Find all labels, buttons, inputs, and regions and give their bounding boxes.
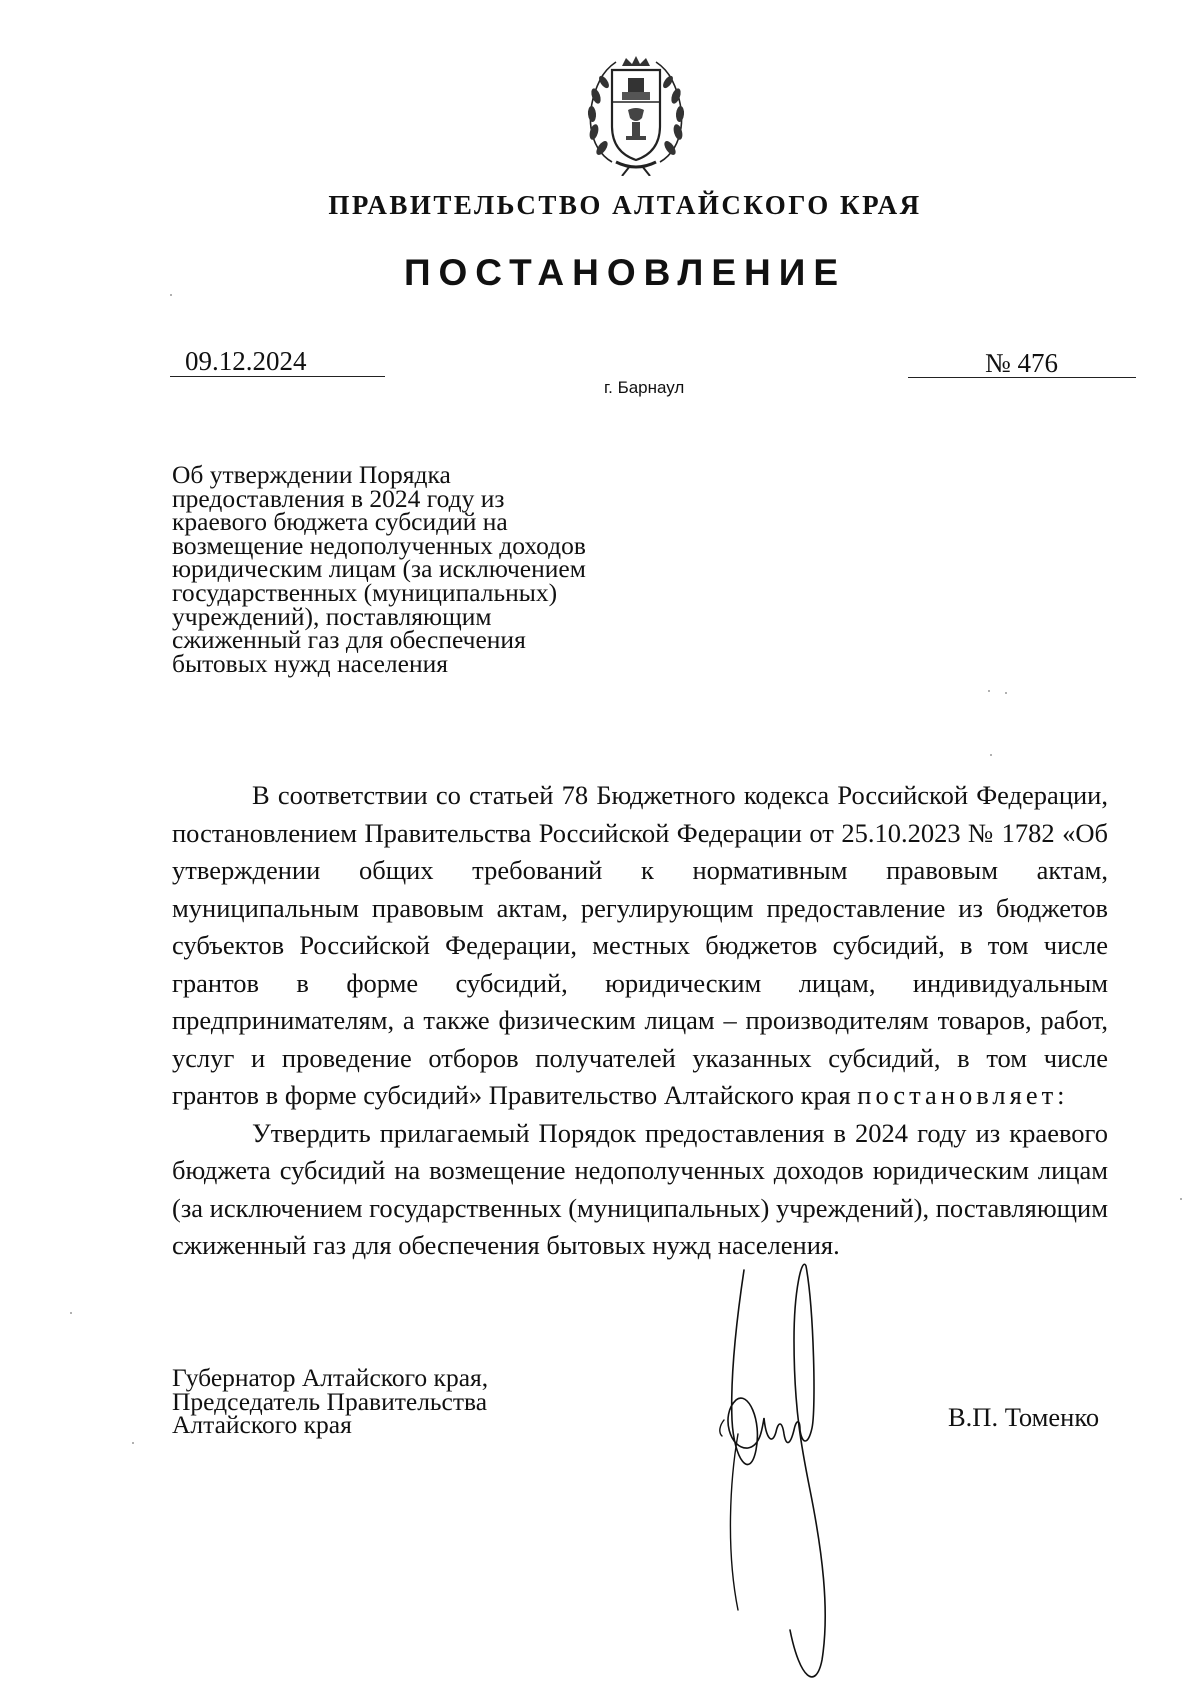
signatory-title [172,1363,489,1440]
document-number: № 476 [985,348,1059,378]
organization-title: ПРАВИТЕЛЬСТВО АЛТАЙСКОГО КРАЯ [328,190,922,220]
scan-speck [170,294,172,296]
signatory-title-line: Алтайского края [172,1410,352,1440]
signatory-name: В.П. Томенко [948,1402,1100,1432]
document-city: г. Барнаул [604,378,685,397]
subject-line: краевого бюджета субсидий на [172,507,508,537]
body-paragraph-2: Утвердить прилагаемый Порядок предоставления в 2024 году из краевого бюджета субсидий на возмещение недополученных доходов юридическим лицам (за исключением государственных (муниципальных) учреждений), поставляющим сжиженный газ для обеспечения бытовых нужд населения. [172,1117,1108,1260]
subject-line: предоставления в 2024 году из [172,483,505,513]
subject-line: возмещение недополученных доходов [172,530,586,560]
subject-line: государственных (муниципальных) [172,577,558,607]
subject-line: сжиженный газ для обеспечения [172,625,526,655]
scan-speck [1005,692,1007,694]
document-type-title: ПОСТАНОВЛЕНИЕ [403,252,847,293]
subject-line: бытовых нужд населения [172,648,448,678]
document-date: 09.12.2024 [185,346,307,376]
decree-word: постановляет: [857,1080,1069,1110]
scan-speck [988,690,990,692]
signatory-title-line: Председатель Правительства [172,1386,488,1416]
coat-of-arms-icon [582,52,690,176]
body-paragraph-1 [172,777,1108,1115]
scan-speck [132,1442,134,1444]
scan-speck [70,1312,72,1314]
number-underline [908,377,1136,378]
document-body [172,777,1108,1265]
subject-line: учреждений), поставляющим [172,601,492,631]
subject-line: Об утверждении Порядка [172,460,451,489]
scan-speck [990,754,992,756]
document-subject [172,460,640,678]
date-underline [170,376,385,377]
scan-speck [1180,1198,1182,1200]
body-paragraph-1-text: В соответствии со статьей 78 Бюджетного кодекса Российской Федерации, постановлением Правительства Российской Федерации от 25.10.2023 № 1782 «Об утверждении общих требований к нормативным правовым актам, муниципальным правовым актам, регулирующим предоставление из бюджетов субъектов Российской Федерации, местных бюджетов субсидий, в том числе грантов в форме субсидий, юридическим лицам, индивидуальным предпринимателям, а также физическим лицам – производителям товаров, работ, услуг и проведение отборов получателей указанных субсидий, в том числе грантов в форме субсидий» Правительство Алтайского края [172,780,1108,1110]
handwritten-signature [690,1250,850,1695]
subject-line: юридическим лицам (за исключением [172,554,586,584]
signatory-title-line: Губернатор Алтайского края, [172,1363,489,1392]
